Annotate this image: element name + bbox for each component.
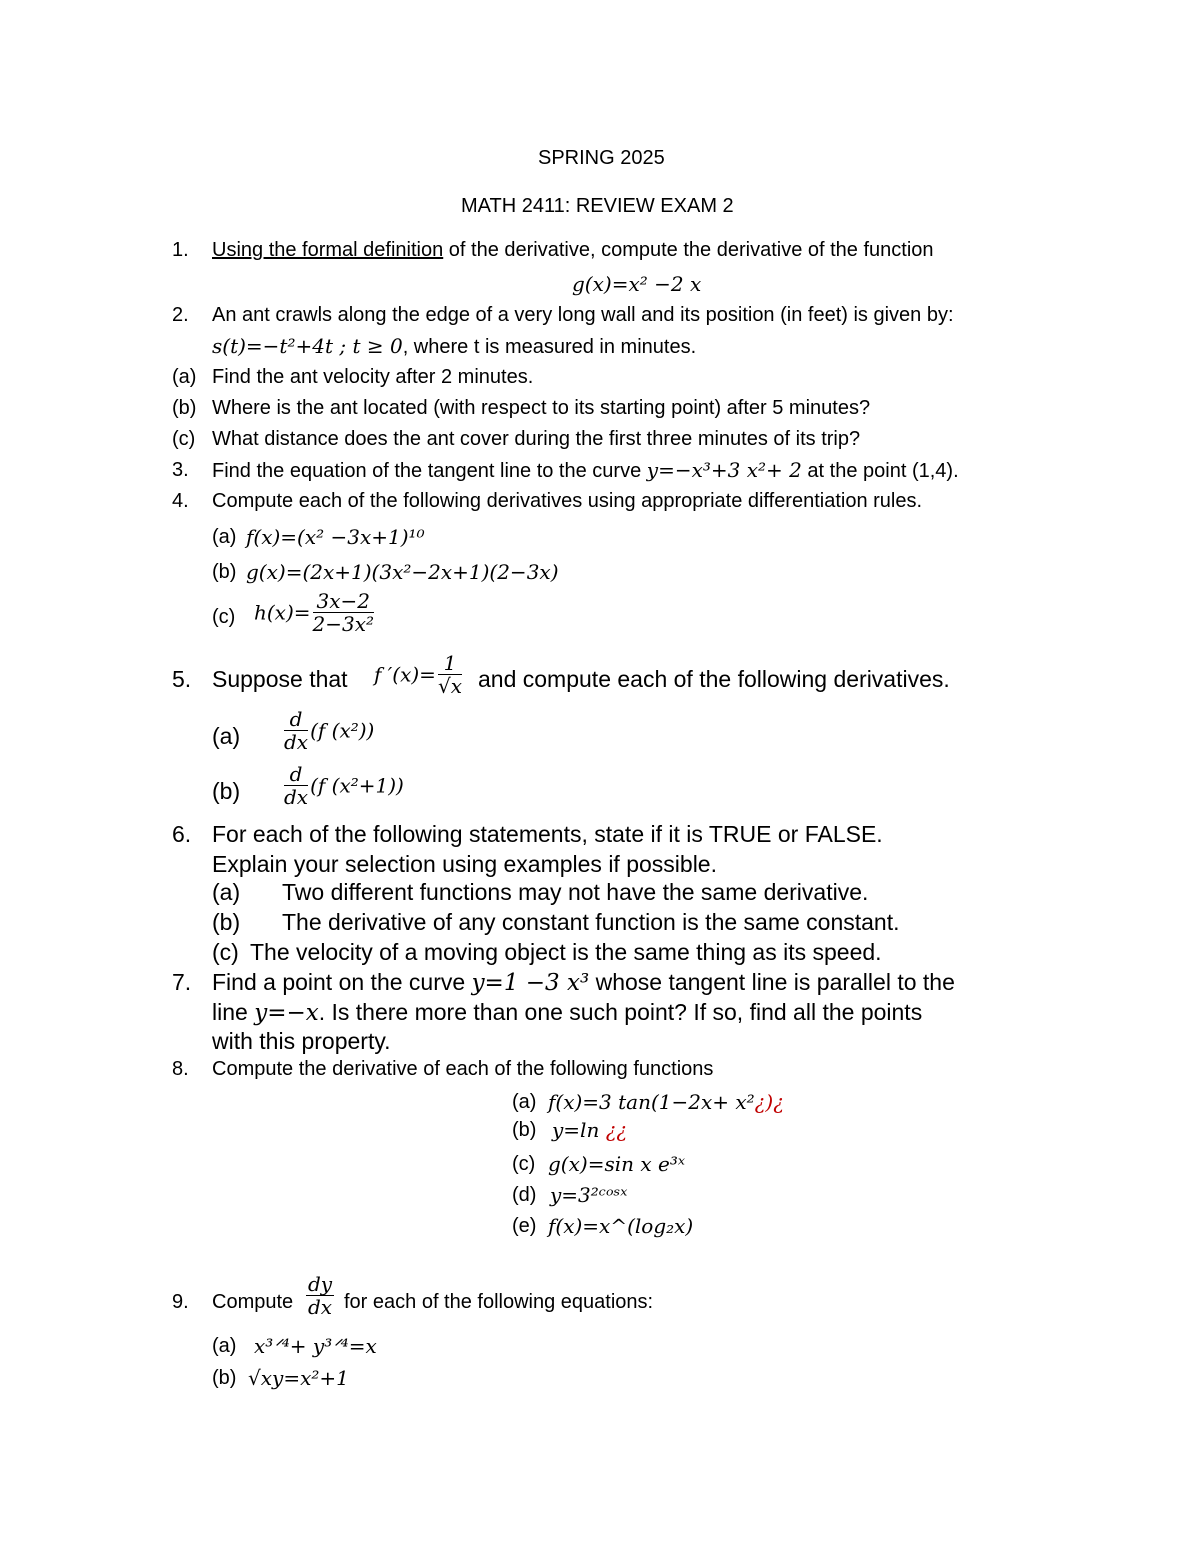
q6-line2: Explain your selection using examples if possible.: [212, 851, 717, 877]
q9b-label: (b): [212, 1367, 237, 1389]
q4b-label: (b): [212, 561, 237, 583]
q4c-denominator: 2−3x²: [312, 612, 375, 636]
q6-number: 6.: [172, 821, 192, 847]
q5-lhs: f ′(x)=: [374, 662, 436, 687]
q9-pre: Compute: [212, 1291, 294, 1313]
q5a-formula: [282, 708, 374, 753]
q4b-formula: g(x)=(2x+1)(3x²−2x+1)(2−3x): [246, 560, 559, 584]
q6a-text: Two different functions may not have the same derivative.: [282, 879, 869, 905]
q8e-formula: f(x)=x^(log₂x): [548, 1214, 694, 1238]
q5b-formula: [282, 763, 404, 808]
q8b-red: ¿¿: [605, 1118, 628, 1142]
q9-fraction: [306, 1273, 334, 1318]
q8a-red: ¿)¿: [754, 1090, 784, 1114]
q4c-fraction: [313, 590, 375, 635]
q2a-text: Find the ant velocity after 2 minutes.: [212, 366, 534, 388]
q6b-label: (b): [212, 909, 241, 935]
q3-point: (1,4).: [911, 460, 959, 482]
q3-formula: y=−x³+3 x²+ 2: [646, 458, 802, 482]
q9-number: 9.: [172, 1291, 189, 1313]
q3-tail: at the point: [807, 460, 907, 482]
q2-text: An ant crawls along the edge of a very long wall and its position (in feet) is given by:: [212, 304, 954, 326]
q8-text: Compute the derivative of each of the following functions: [212, 1058, 714, 1080]
q9-post: for each of the following equations:: [344, 1291, 654, 1313]
q4c-lhs: h(x)=: [254, 600, 311, 625]
q9-dy: dy: [308, 1272, 333, 1296]
q5-formula: [374, 652, 464, 697]
q8d-label: (d): [512, 1184, 537, 1206]
exam-title: MATH 2411: REVIEW EXAM 2: [461, 195, 734, 217]
q4c-numerator: 3x−2: [313, 590, 375, 613]
q8d-formula: y=3²ᶜᵒˢˣ: [550, 1183, 628, 1207]
q4c-label: (c): [212, 606, 236, 628]
q7-pre: Find a point on the curve: [212, 969, 466, 995]
q2-formula-tail: , where t is measured in minutes.: [402, 336, 697, 358]
q7-line2: [212, 998, 922, 1027]
q7-formula: y=1 −3 x³: [471, 970, 590, 996]
q4-text: Compute each of the following derivatives using appropriate differentiation rules.: [212, 490, 923, 512]
q2c-label: (c): [172, 428, 196, 450]
q2b-label: (b): [172, 397, 197, 419]
q8a-formula: [548, 1090, 784, 1114]
q6b-text: The derivative of any constant function is the same constant.: [282, 909, 900, 935]
q8b-formula: [552, 1118, 627, 1142]
q2a-label: (a): [172, 366, 197, 388]
q7-line3: with this property.: [212, 1028, 391, 1054]
q9a-label: (a): [212, 1335, 237, 1357]
q8c-label: (c): [512, 1153, 536, 1175]
q4a-label: (a): [212, 526, 237, 548]
q6a-label: (a): [212, 879, 241, 905]
q5a-ddx: [284, 708, 308, 753]
q1-formula: g(x)=x² −2 x: [572, 272, 702, 296]
q4c-formula: [254, 590, 376, 635]
q9b-formula: √xy=x²+1: [248, 1366, 349, 1390]
q5-fraction: [438, 652, 462, 697]
q5b-label: (b): [212, 778, 241, 804]
q6c-text: The velocity of a moving object is the same thing as its speed.: [250, 939, 882, 965]
q7-line2-post: . Is there more than one such point? If so, find all the points: [318, 999, 923, 1025]
q2-formula-line: [212, 334, 696, 359]
q5-post: and compute each of the following derivatives.: [478, 666, 950, 692]
q2-number: 2.: [172, 304, 189, 326]
q5a-d: d: [284, 708, 308, 731]
q5b-arg: (f (x²+1)): [310, 773, 404, 798]
q5a-label: (a): [212, 723, 241, 749]
q8c-formula: g(x)=sin x e³ˣ: [548, 1152, 685, 1176]
q2c-text: What distance does the ant cover during the first three minutes of its trip?: [212, 428, 861, 450]
q4a-formula: f(x)=(x² −3x+1)¹⁰: [246, 525, 425, 549]
q1-number: 1.: [172, 239, 189, 261]
q5-number: 5.: [172, 666, 192, 692]
q8a-main: f(x)=3 tan(1−2x+ x²: [548, 1090, 755, 1114]
q1-text: [212, 238, 934, 262]
q5-pre: Suppose that: [212, 666, 348, 692]
q4-number: 4.: [172, 490, 189, 512]
q5b-ddx: [284, 763, 308, 808]
q6c-label: (c): [212, 939, 239, 965]
q8b-label: (b): [512, 1119, 537, 1141]
q9-dx: dx: [308, 1295, 333, 1319]
q6-line1: For each of the following statements, state if it is TRUE or FALSE.: [212, 821, 883, 847]
q7-number: 7.: [172, 969, 192, 995]
q3-number: 3.: [172, 459, 189, 481]
q9a-formula: x³ᐟ⁴+ y³ᐟ⁴=x: [254, 1334, 377, 1358]
q3-text: Find the equation of the tangent line to the curve: [212, 460, 642, 482]
q9-dydx: [304, 1273, 336, 1318]
q8a-label: (a): [512, 1091, 537, 1113]
q3-line: [212, 458, 959, 483]
q2b-text: Where is the ant located (with respect to its starting point) after 5 minutes?: [212, 397, 871, 419]
q8b-main: y=ln: [552, 1118, 600, 1142]
q8e-label: (e): [512, 1215, 537, 1237]
q7-line1: [212, 968, 955, 997]
q5b-dx: dx: [284, 785, 309, 809]
q1-underlined: Using the formal definition: [212, 239, 444, 261]
q7-line2-formula: y=−x: [254, 1000, 319, 1026]
q5-numerator: 1: [438, 652, 462, 675]
q1-rest: of the derivative, compute the derivative of the function: [443, 239, 934, 261]
q5b-d: d: [284, 763, 308, 786]
q5-denominator: √x: [437, 674, 462, 698]
q8-number: 8.: [172, 1058, 189, 1080]
q5a-arg: (f (x²)): [310, 718, 375, 743]
semester-heading: SPRING 2025: [538, 147, 665, 169]
q7-post: whose tangent line is parallel to the: [595, 969, 955, 995]
q5a-dx: dx: [284, 730, 309, 754]
q7-line2-pre: line: [212, 999, 248, 1025]
q2-formula: s(t)=−t²+4t ; t ≥ 0: [212, 334, 403, 358]
